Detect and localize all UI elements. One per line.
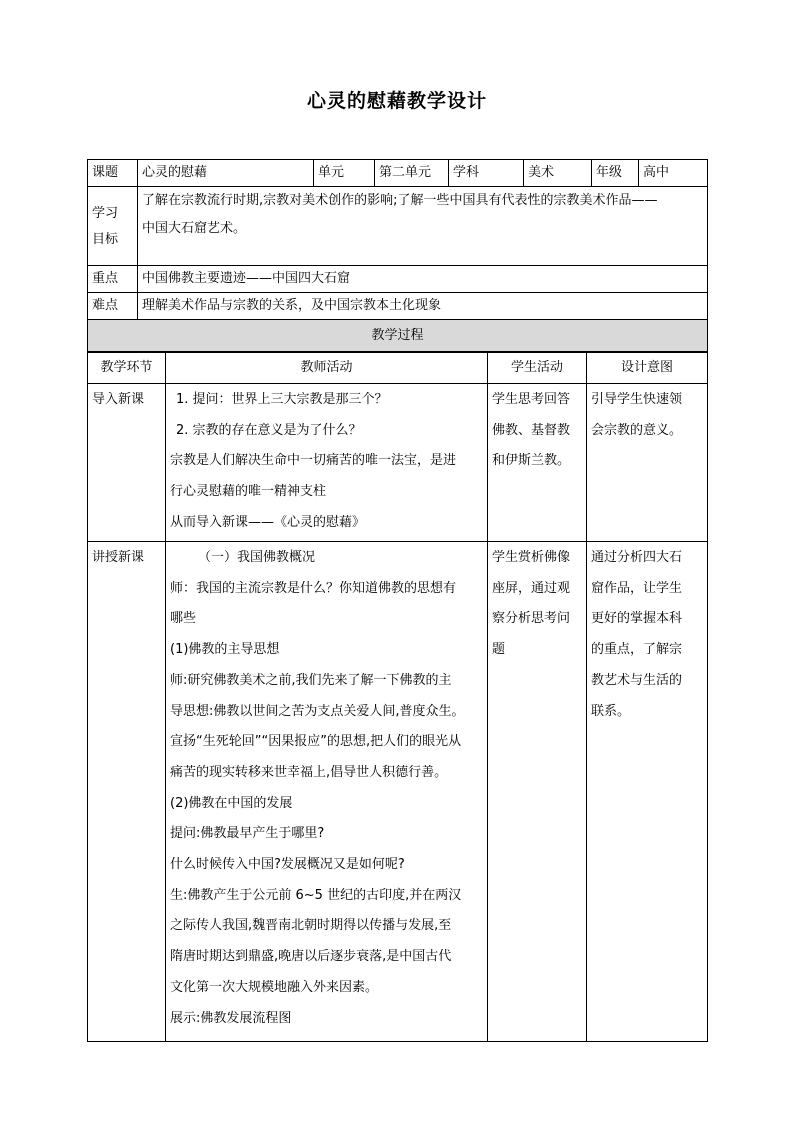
column-teacher: 教师活动 (166, 353, 488, 384)
objectives-text (138, 187, 708, 266)
key-point-row (88, 266, 708, 293)
objectives-label (88, 187, 138, 266)
teacher-line: 隋唐时期达到鼎盛,晚唐以后逐步衰落,是中国古代 (170, 949, 452, 965)
objectives-label-1: 学习 (92, 206, 119, 221)
student-line: 和伊斯兰教。 (492, 453, 571, 469)
intent-line: 更好的掌握本科 (591, 611, 683, 627)
document-title: 心灵的慰藉教学设计 (306, 90, 487, 112)
student-cell (488, 542, 587, 1042)
student-cell (488, 384, 587, 542)
teacher-line: 行心灵慰藉的唯一精神支柱 (170, 484, 327, 500)
process-table (87, 352, 708, 1042)
teacher-line: 师：我国的主流宗教是什么？你知道佛教的思想有 (170, 580, 457, 596)
intent-line: 教艺术与生活的 (591, 672, 683, 688)
table-row (88, 384, 708, 542)
columns-row (88, 353, 708, 384)
intent-line: 会宗教的意义。 (591, 422, 683, 438)
objectives-row (88, 187, 708, 266)
intent-line: 的重点，了解宗 (591, 642, 683, 658)
teacher-line: 之际传人我国,魏晋南北朝时期得以传播与发展,至 (170, 918, 452, 934)
student-line: 题 (492, 642, 506, 658)
intent-line: 联系。 (591, 703, 631, 719)
teacher-line: 宣扬“生死轮回”“因果报应”的思想,把人们的眼光从 (170, 734, 462, 750)
difficulty-text: 理解美术作品与宗教的关系，及中国宗教本土化现象 (138, 293, 708, 320)
teacher-line: 展示:佛教发展流程图 (170, 1010, 292, 1026)
lesson-plan-table (87, 159, 708, 352)
teacher-line: （一）我国佛教概况 (198, 550, 316, 565)
objectives-line-2: 中国大石窟艺术。 (142, 221, 247, 236)
teacher-line: 痛苦的现实转移来世幸福上,倡导世人积德行善。 (170, 764, 448, 780)
intent-line: 引导学生快速领 (591, 392, 683, 407)
stage-label: 导入新课 (92, 392, 145, 407)
teacher-line: (2)佛教在中国的发展 (170, 795, 293, 811)
grade-label: 年级 (592, 160, 639, 187)
header-row (88, 160, 708, 187)
intent-cell (587, 542, 708, 1042)
teacher-line: 生:佛教产生于公元前 6~5 世纪的古印度,并在两汉 (170, 887, 462, 903)
teacher-cell (166, 384, 488, 542)
student-line: 学生思考回答 (492, 392, 571, 407)
teacher-line: 2. 宗教的存在意义是为了什么？ (176, 422, 362, 438)
student-line: 座屏，通过观 (492, 580, 571, 596)
intent-line: 通过分析四大石 (591, 550, 683, 565)
key-point-label: 重点 (88, 266, 138, 293)
stage-cell (88, 384, 166, 542)
teacher-line: 哪些 (170, 611, 197, 627)
table-row (88, 542, 708, 1042)
grade-value: 高中 (639, 160, 708, 187)
unit-value: 第二单元 (375, 160, 449, 187)
student-line: 学生赏析佛像 (492, 550, 571, 565)
unit-label: 单元 (314, 160, 375, 187)
column-intent: 设计意图 (587, 353, 708, 384)
stage-cell (88, 542, 166, 1042)
teacher-line: 文化第一次大规模地融入外来因素。 (170, 979, 379, 995)
topic-value: 心灵的慰藉 (138, 160, 314, 187)
process-title: 教学过程 (88, 320, 708, 352)
teacher-line: (1)佛教的主导思想 (170, 642, 280, 658)
teacher-line: 从而导入新课——《心灵的慰藉》 (170, 514, 366, 530)
difficulty-row (88, 293, 708, 320)
intent-line: 窟作品，让学生 (591, 580, 683, 596)
process-title-row (88, 320, 708, 352)
teacher-line: 提问:佛教最早产生于哪里? (170, 826, 325, 842)
column-stage: 教学环节 (88, 353, 166, 384)
topic-label: 课题 (88, 160, 138, 187)
teacher-line: 导思想:佛教以世间之苦为支点关爱人间,普度众生。 (170, 703, 465, 719)
intent-cell (587, 384, 708, 542)
difficulty-label: 难点 (88, 293, 138, 320)
teacher-line: 师:研究佛教美术之前,我们先来了解一下佛教的主 (170, 672, 452, 688)
teacher-line: 宗教是人们解决生命中一切痛苦的唯一法宝，是进 (170, 453, 457, 469)
student-line: 察分析思考问 (492, 611, 571, 627)
teacher-cell (166, 542, 488, 1042)
subject-value: 美术 (524, 160, 592, 187)
subject-label: 学科 (449, 160, 524, 187)
student-line: 佛教、基督教 (492, 422, 571, 438)
objectives-line-1: 了解在宗教流行时期,宗教对美术创作的影响;了解一些中国具有代表性的宗教美术作品—— (142, 193, 658, 208)
column-student: 学生活动 (488, 353, 587, 384)
key-point-text: 中国佛教主要遗迹——中国四大石窟 (138, 266, 708, 293)
teacher-line: 什么时候传入中国?发展概况又是如何呢? (170, 857, 405, 873)
teacher-line: 1. 提问：世界上三大宗教是那三个？ (176, 392, 388, 407)
objectives-label-2: 目标 (92, 232, 119, 247)
stage-label: 讲授新课 (92, 550, 145, 565)
